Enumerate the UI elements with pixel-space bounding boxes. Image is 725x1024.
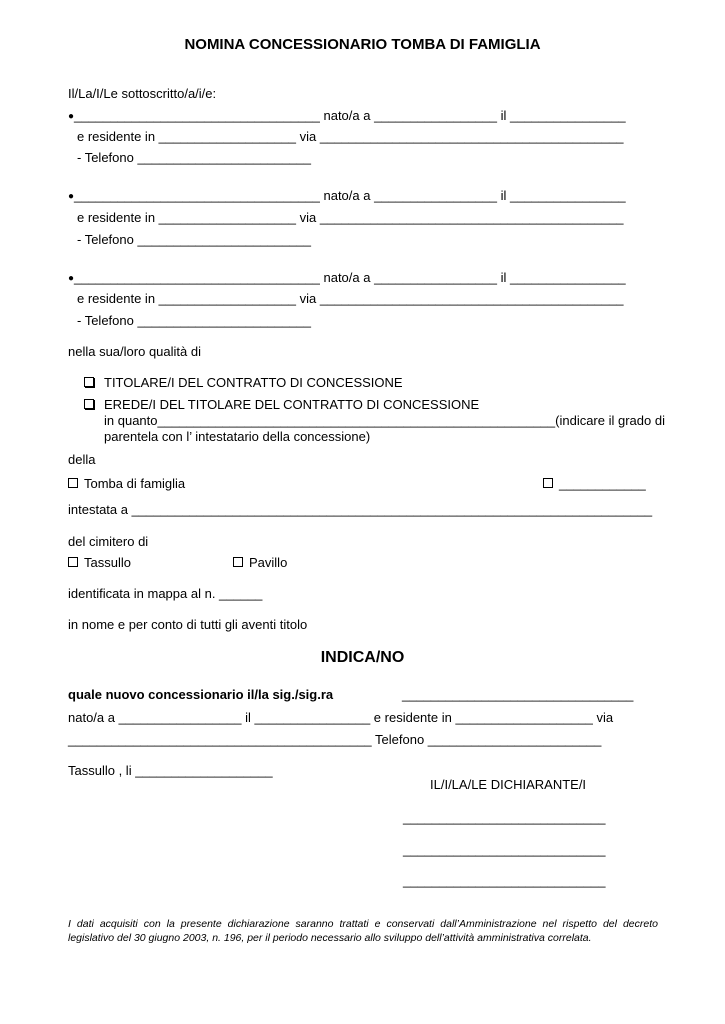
signature-line[interactable]: ____________________________: [403, 873, 606, 888]
privacy-note: I dati acquisiti con la presente dichiarazione saranno trattati e conservati dall’Amministrazione nel rispetto del decreto legislativo del 30 giugno 2003, n. 196, per il periodo necessario allo sviluppo dell’attività amministrativa correlata.: [68, 918, 658, 944]
bullet-icon: ●: [68, 273, 75, 284]
option-erede[interactable]: EREDE/I DEL TITOLARE DEL CONTRATTO DI CONCESSIONE: [84, 397, 479, 413]
place-date-field[interactable]: Tassullo , li ___________________: [68, 763, 273, 778]
nato-field[interactable]: nato/a a _________________ il ________________ e residente in ___________________ via: [68, 710, 614, 725]
bullet-icon: ●: [68, 191, 75, 202]
person-2-phone[interactable]: - Telefono ________________________: [77, 232, 311, 247]
signature-line[interactable]: ____________________________: [403, 842, 606, 857]
della-label: della: [68, 452, 96, 467]
indica-heading: INDICA/NO: [320, 649, 405, 666]
checkbox-icon[interactable]: [68, 478, 78, 488]
nuovo-label: quale nuovo concessionario il/la sig./sig.ra: [68, 687, 334, 702]
option-titolare[interactable]: TITOLARE/I DEL CONTRATTO DI CONCESSIONE: [84, 375, 403, 391]
quality-label: nella sua/loro qualità di: [68, 344, 201, 359]
cimitero-label: del cimitero di: [68, 534, 149, 549]
checkbox-icon[interactable]: [84, 399, 94, 409]
mappa-field[interactable]: identificata in mappa al n. ______: [68, 586, 263, 601]
undersigned-label: Il/La/I/Le sottoscritto/a/i/e:: [68, 86, 217, 101]
checkbox-icon[interactable]: [543, 478, 553, 488]
person-2-line-2[interactable]: e residente in ___________________ via __________________________________________: [77, 210, 624, 225]
option-erede-note: parentela con l’ intestatario della concessione): [104, 429, 371, 444]
page-title: NOMINA CONCESSIONARIO TOMBA DI FAMIGLIA: [184, 36, 541, 53]
person-1-line-1[interactable]: ●__________________________________ nato/a a _________________ il ________________: [68, 108, 626, 123]
bullet-icon: ●: [68, 111, 75, 122]
checkbox-icon[interactable]: [84, 377, 94, 387]
option-tassullo[interactable]: Tassullo: [68, 555, 131, 571]
person-2-line-1[interactable]: ●__________________________________ nato/a a _________________ il ________________: [68, 188, 626, 203]
nuovo-name-field[interactable]: ________________________________: [402, 687, 634, 702]
person-1-line-2[interactable]: e residente in ___________________ via __________________________________________: [77, 129, 624, 144]
person-1-phone[interactable]: - Telefono ________________________: [77, 150, 311, 165]
option-other[interactable]: ____________: [543, 476, 646, 492]
via-phone-field[interactable]: __________________________________________ Telefono ________________________: [68, 732, 602, 747]
checkbox-icon[interactable]: [68, 557, 78, 567]
person-3-line-2[interactable]: e residente in ___________________ via __________________________________________: [77, 291, 624, 306]
dichiarante-label: IL/I/LA/LE DICHIARANTE/I: [430, 777, 587, 792]
option-erede-degree[interactable]: in quanto_______________________________________________________(indicare il grado di: [104, 413, 665, 428]
checkbox-icon[interactable]: [233, 557, 243, 567]
person-3-line-1[interactable]: ●__________________________________ nato/a a _________________ il ________________: [68, 270, 626, 285]
person-3-phone[interactable]: - Telefono ________________________: [77, 313, 311, 328]
intestata-field[interactable]: intestata a ________________________________________________________________________: [68, 502, 653, 517]
nome-line: in nome e per conto di tutti gli aventi titolo: [68, 617, 308, 632]
option-tomba[interactable]: Tomba di famiglia: [68, 476, 185, 492]
signature-line[interactable]: ____________________________: [403, 810, 606, 825]
option-pavillo[interactable]: Pavillo: [233, 555, 287, 571]
